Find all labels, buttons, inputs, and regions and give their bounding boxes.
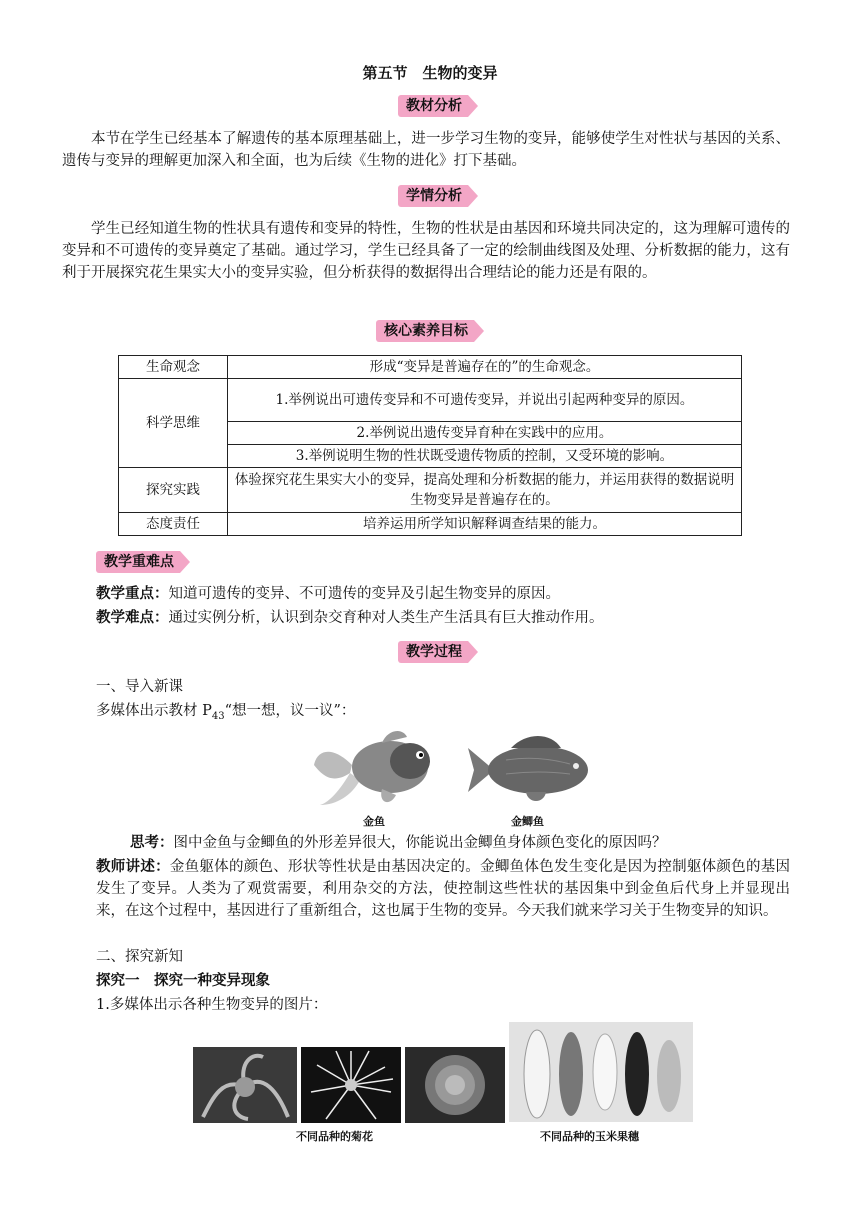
section-badge-key-difficult [96,551,190,573]
table-row [119,513,742,536]
key-point-line [96,583,560,605]
media-tail: “想一想，议一议”： [224,703,356,719]
explore-one-heading: 探究一 探究一种变异现象 [96,973,270,989]
paragraph-textbook-analysis: 本节在学生已经基本了解遗传的基本原理基础上，进一步学习生物的变异，能够使学生对性状与基因的关系、遗传与变异的理解更加深入和全面，也为后续《生物的进化》打下基础。 [62,131,790,169]
table-row [119,468,742,513]
section-label: 学情分析 [398,185,468,207]
corn-photo [509,1022,693,1122]
chrysanthemum-photo-1 [193,1047,297,1123]
section-badge-teaching-process [398,641,478,663]
caption-goldfish: 金鱼 [363,815,385,828]
chrysanthemum-photo-3 [405,1047,505,1123]
key-point-text: 知道可遗传的变异、不可遗传的变异及引起生物变异的原因。 [168,586,560,602]
section-label: 教材分析 [398,95,468,117]
table-row [119,379,742,422]
table-cell: 培养运用所学知识解释调查结果的能力。 [228,513,742,536]
table-cell: 形成“变异是普遍存在的”的生命观念。 [228,356,742,379]
section-label: 教学过程 [398,641,468,663]
think-label: 思考： [130,835,174,851]
badge-arrow-icon [468,641,478,663]
media-line-2: 1.多媒体出示各种生物变异的图片： [96,997,328,1013]
teacher-text: 金鱼躯体的颜色、形状等性状是由基因决定的。金鲫鱼体色发生变化是因为控制躯体颜色的基因发生了变异。人类为了观赏需要，利用杂交的方法，使控制这些性状的基因集中到金鱼后代身上并显现出来，在这个过程中，基因进行了重新组合，这也属于生物的变异。今天我们就来学习关于生物变异的知识。 [96,859,790,919]
key-point-label: 教学重点： [96,586,169,602]
table-key: 科学思维 [119,379,228,468]
page-title: 第五节 生物的变异 [362,64,498,82]
caption-corn: 不同品种的玉米果穗 [540,1130,639,1143]
badge-arrow-icon [474,320,484,342]
table-cell: 体验探究花生果实大小的变异，提高处理和分析数据的能力，并运用获得的数据说明生物变异是普遍存在的。 [228,468,742,513]
teacher-label: 教师讲述： [96,859,170,875]
media-text: 多媒体出示教材 P [96,703,212,719]
table-cell: 2.举例说出遗传变异育种在实践中的应用。 [228,422,742,445]
chrysanthemum-photo-2 [301,1047,401,1123]
section-badge-core-goals [376,320,484,342]
goldfish-image [312,725,442,810]
section-label: 教学重难点 [96,551,180,573]
table-cell: 1.举例说出可遗传变异和不可遗传变异，并说出引起两种变异的原因。 [228,379,742,422]
carp-image [466,730,596,810]
difficult-point-label: 教学难点： [96,610,169,626]
media-line [96,700,355,728]
think-line [130,832,667,854]
section-label: 核心素养目标 [376,320,474,342]
section-badge-textbook-analysis [398,95,478,117]
page-subscript: 43 [211,710,225,722]
table-key: 探究实践 [119,468,228,513]
badge-arrow-icon [468,95,478,117]
paragraph-student-analysis: 学生已经知道生物的性状具有遗传和变异的特性，生物的性状是由基因和环境共同决定的，这为理解可遗传的变异和不可遗传的变异奠定了基础。通过学习，学生已经具备了一定的绘制曲线图及处理、分析数据的能力，这有利于开展探究花生果实大小的变异实验，但分析获得的数据得出合理结论的能力还是有限的。 [62,221,790,281]
teacher-paragraph [96,856,790,922]
caption-carp: 金鲫鱼 [511,815,544,828]
think-text: 图中金鱼与金鲫鱼的外形差异很大，你能说出金鲫鱼身体颜色变化的原因吗？ [173,835,667,851]
section-badge-student-analysis [398,185,478,207]
step-heading-intro: 一、导入新课 [96,679,183,695]
table-key: 生命观念 [119,356,228,379]
table-row [119,356,742,379]
badge-arrow-icon [468,185,478,207]
difficult-point-text: 通过实例分析，认识到杂交育种对人类生产生活具有巨大推动作用。 [168,610,604,626]
badge-arrow-icon [180,551,190,573]
table-cell: 3.举例说明生物的性状既受遗传物质的控制，又受环境的影响。 [228,445,742,468]
difficult-point-line [96,607,604,629]
caption-chrysanthemum: 不同品种的菊花 [296,1130,373,1143]
table-key: 态度责任 [119,513,228,536]
step-heading-explore: 二、探究新知 [96,949,183,965]
core-goals-table [118,355,742,536]
